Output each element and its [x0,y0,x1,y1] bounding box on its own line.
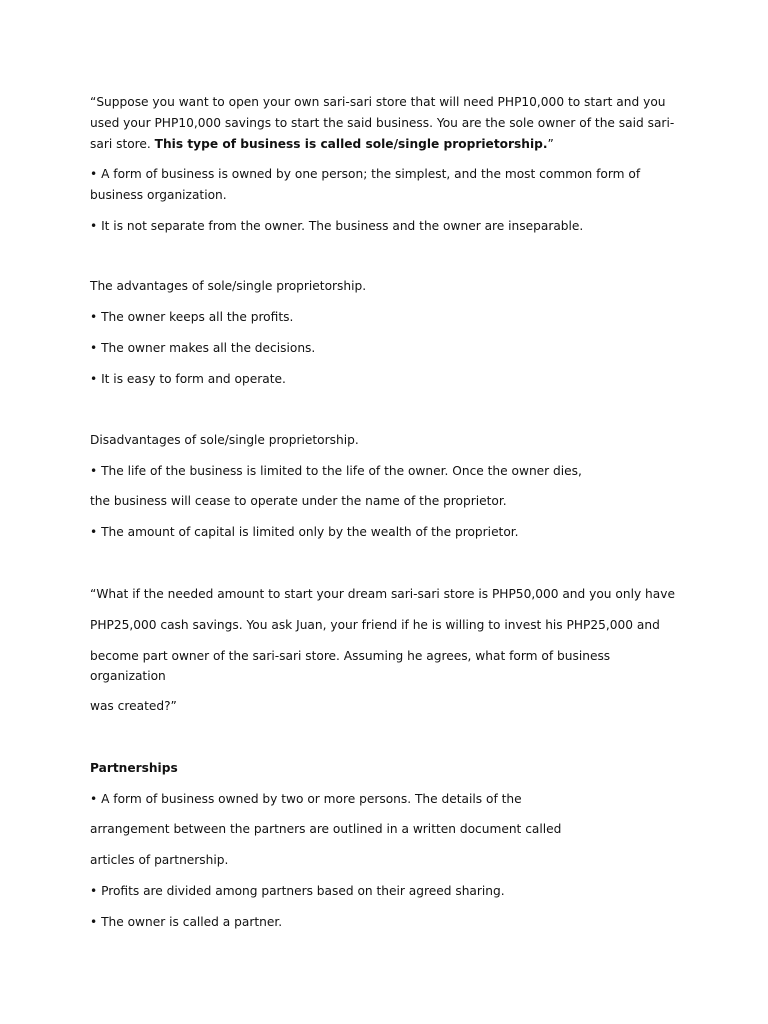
question-line-1: “What if the needed amount to start your dream sari-sari store is PHP50,000 and you only have [90,587,675,601]
partnerships-item-1-line-1: • A form of business owned by two or more persons. The details of the [90,792,522,806]
advantages-heading: The advantages of sole/single proprietorship. [90,279,367,293]
partnerships-heading: Partnerships [90,761,178,775]
disadvantages-item-2: • The amount of capital is limited only by the wealth of the proprietor. [90,525,519,539]
partnerships-item-2: • Profits are divided among partners based on their agreed sharing. [90,884,505,898]
disadvantages-item-1-line-1: • The life of the business is limited to the life of the owner. Once the owner dies, [90,464,582,478]
intro-line-2: used your PHP10,000 savings to start the said business. You are the sole owner of the said sari- [90,116,675,130]
advantages-item: • The owner keeps all the profits. [90,310,294,324]
intro-line-3-plain: sari store. [90,137,155,151]
advantages-item: • It is easy to form and operate. [90,372,286,386]
intro-bullet-2: • It is not separate from the owner. The business and the owner are inseparable. [90,219,584,233]
partnerships-item-3: • The owner is called a partner. [90,915,283,929]
intro-line-1: “Suppose you want to open your own sari-sari store that will need PHP10,000 to start and you [90,95,666,109]
partnerships-item-1-line-3: articles of partnership. [90,853,229,867]
question-line-2: PHP25,000 cash savings. You ask Juan, your friend if he is willing to invest his PHP25,000 and [90,618,660,632]
disadvantages-item-1-line-2: the business will cease to operate under the name of the proprietor. [90,494,507,508]
question-line-3: become part owner of the sari-sari store. Assuming he agrees, what form of business [90,649,611,663]
partnerships-item-1-line-2: arrangement between the partners are outlined in a written document called [90,822,562,836]
intro-line-3 [90,134,690,155]
question-line-5: was created?” [90,699,177,713]
question-line-4: organization [90,669,166,683]
intro-closing-quote: ” [547,137,554,151]
intro-definition-bold: This type of business is called sole/single proprietorship. [154,137,548,151]
intro-bullet-1-line-2: business organization. [90,188,227,202]
advantages-item: • The owner makes all the decisions. [90,341,316,355]
intro-bullet-1-line-1: • A form of business is owned by one person; the simplest, and the most common form of [90,167,641,181]
disadvantages-heading: Disadvantages of sole/single proprietorship. [90,433,359,447]
